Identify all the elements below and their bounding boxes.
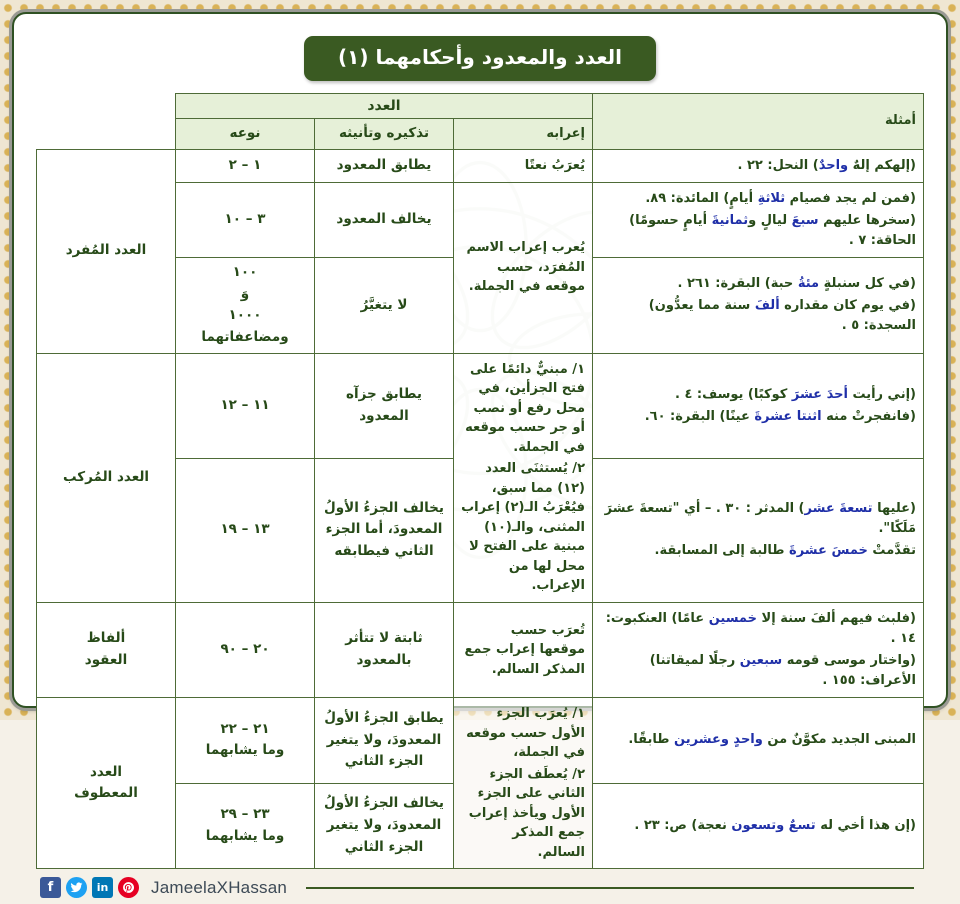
irab-line: يُعرب إعراب الاسم المُفرَد، حسب موقعه في الجملة. bbox=[466, 240, 585, 295]
type-line: ألفاظ bbox=[86, 630, 126, 647]
irab-line: ٢/ يُعطَف الجزء الثاني على الجزء الأول ويأخذ إعراب جمع المذكر السالم. bbox=[468, 766, 585, 860]
cell-number-range bbox=[176, 783, 315, 869]
cell-gender: ثابتة لا تتأثر بالمعدود bbox=[315, 602, 454, 698]
highlighted-number: ألفَ bbox=[754, 298, 780, 314]
cell-gender: يخالف الجزءُ الأولُ المعدودَ، ولا يتغير الجزء الثاني bbox=[315, 783, 454, 869]
example-line: (سخرها عليهم سبعَ ليالٍ وثمانيةَ أيامٍ حسومًا) الحاقة: ٧ . bbox=[629, 212, 916, 249]
example-line: (عليها تسعةَ عشر) المدثر : ٣٠ . – أي "تسعةَ عشرَ مَلَكًا". bbox=[604, 500, 916, 537]
irab-line: ١/ مبنيٌّ دائمًا على فتح الجزأين، في محل رفع أو نصب أو جر حسب موقعه في الجملة. bbox=[465, 361, 585, 455]
cell-examples bbox=[593, 353, 924, 458]
number-range-line: ٢٣ – ٢٩ bbox=[220, 806, 270, 823]
table-row bbox=[37, 149, 924, 182]
cell-number-range bbox=[176, 149, 315, 182]
linkedin-icon[interactable]: in bbox=[92, 877, 113, 898]
number-range-line: ٢١ – ٢٢ bbox=[220, 720, 270, 737]
page-frame bbox=[12, 12, 948, 897]
highlighted-number: تسعٌ وتسعون bbox=[731, 817, 816, 833]
example-line: (فلبث فيهم ألفَ سنة إلا خمسين عامًا) العنكبوت: ١٤ . bbox=[605, 610, 916, 646]
cell-irab bbox=[454, 353, 593, 602]
cell-examples bbox=[593, 458, 924, 602]
irab-line: ٢/ يُستثنَى العدد (١٢) مما سبق، فيُعْرَبُ الـ(٢) إعراب المثنى، والـ(١٠) مبنية على الفتح لا محل لها من الإعراب. bbox=[461, 461, 585, 594]
example-line: (فمن لم يجد فصيام ثلاثةِ أيامٍ) المائدة: ٨٩. bbox=[645, 190, 916, 206]
social-handle: JameelaXHassan bbox=[151, 877, 288, 897]
number-range-line: ١٠٠ bbox=[232, 264, 258, 281]
cell-examples bbox=[593, 698, 924, 784]
highlighted-number: أحدَ عشرَ bbox=[791, 386, 848, 402]
number-range-line: وما يشابهما bbox=[205, 742, 285, 759]
highlighted-number: ثمانيةَ bbox=[711, 212, 749, 228]
cell-irab bbox=[454, 182, 593, 353]
cell-type bbox=[37, 149, 176, 353]
header-gender: تذكيره وتأنيثه bbox=[315, 119, 454, 150]
footer bbox=[36, 869, 924, 904]
highlighted-number: تسعةَ عشر bbox=[804, 500, 873, 516]
table-body bbox=[37, 149, 924, 869]
page-title: العدد والمعدود وأحكامهما (١) bbox=[304, 36, 656, 81]
header-row-top bbox=[37, 94, 924, 119]
highlighted-number: سبعين bbox=[739, 652, 783, 668]
number-range-line: وَ bbox=[240, 285, 250, 302]
header-type: نوعه bbox=[176, 119, 315, 150]
cell-examples bbox=[593, 149, 924, 182]
number-range-line: ٣ – ١٠ bbox=[224, 211, 266, 228]
cell-type bbox=[37, 602, 176, 698]
number-range-line: ومضاعفاتهما bbox=[201, 328, 289, 345]
type-line: العدد bbox=[89, 763, 123, 780]
cell-examples bbox=[593, 182, 924, 257]
type-line: العدد المُفرد bbox=[65, 242, 147, 259]
highlighted-number: اثنتا عشرةَ bbox=[754, 408, 822, 424]
cell-gender: يطابق جزآه المعدود bbox=[315, 353, 454, 458]
cell-number-range bbox=[176, 258, 315, 353]
header-examples: أمثلة bbox=[593, 94, 924, 150]
table-row bbox=[37, 602, 924, 698]
example-line: (إن هذا أخي له تسعٌ وتسعون نعجة) ص: ٢٣ . bbox=[634, 817, 916, 833]
cell-examples bbox=[593, 602, 924, 698]
cell-examples bbox=[593, 258, 924, 353]
type-line: العقود bbox=[84, 651, 128, 668]
footer-rule bbox=[306, 887, 914, 889]
number-range-line: ١٠٠٠ bbox=[228, 307, 262, 324]
cell-number-range bbox=[176, 182, 315, 257]
cell-type bbox=[37, 353, 176, 602]
highlighted-number: مئةُ bbox=[797, 276, 820, 292]
cell-number-range bbox=[176, 353, 315, 458]
cell-irab bbox=[454, 602, 593, 698]
highlighted-number: سبعَ bbox=[791, 212, 819, 228]
table-row bbox=[37, 698, 924, 784]
example-line: (واختار موسى قومه سبعين رجلًا لميقاتنا) الأعراف: ١٥٥ . bbox=[649, 652, 916, 688]
cell-gender: يخالف الجزءُ الأولُ المعدودَ، أما الجزء الثاني فيطابقه bbox=[315, 458, 454, 602]
header-number-group: العدد bbox=[176, 94, 593, 119]
cell-number-range bbox=[176, 602, 315, 698]
irab-line: يُعرَبُ نعتًا bbox=[524, 157, 585, 173]
cell-number-range bbox=[176, 458, 315, 602]
type-line: العدد المُركب bbox=[62, 468, 150, 485]
example-line: (في كل سنبلةٍ مئةُ حبة) البقرة: ٢٦١ . bbox=[677, 276, 916, 292]
example-line: (إلهكم إلهٌ واحدٌ) النحل: ٢٢ . bbox=[737, 157, 916, 173]
number-range-line: ٢٠ – ٩٠ bbox=[220, 641, 270, 658]
table-row bbox=[37, 353, 924, 458]
highlighted-number: ثلاثةِ bbox=[757, 190, 786, 206]
highlighted-number: واحدٍ وعشرين bbox=[674, 732, 763, 748]
header-irab: إعرابه bbox=[454, 119, 593, 150]
highlighted-number: خمسَ عشرةَ bbox=[789, 543, 868, 559]
irab-line: تُعرَب حسب موقعها إعراب جمع المذكر السالم. bbox=[464, 622, 585, 677]
example-line: (فانفجرتْ منه اثنتا عشرةَ عينًا) البقرة: ٦٠. bbox=[644, 408, 916, 424]
number-range-line: ١ – ٢ bbox=[228, 156, 262, 173]
title-banner bbox=[36, 36, 924, 81]
cell-examples bbox=[593, 783, 924, 869]
cell-irab bbox=[454, 698, 593, 869]
cell-number-range bbox=[176, 698, 315, 784]
example-line: (في يوم كان مقداره ألفَ سنة مما يعدُّون) السجدة: ٥ . bbox=[648, 298, 916, 334]
cell-gender: لا يتغيَّرُ bbox=[315, 258, 454, 353]
example-line: (إني رأيت أحدَ عشرَ كوكبًا) يوسف: ٤ . bbox=[674, 386, 916, 402]
cell-gender: يطابق الجزءُ الأولُ المعدودَ، ولا يتغير الجزء الثاني bbox=[315, 698, 454, 784]
example-line: المبنى الجديد مكوَّنٌ من واحدٍ وعشرين طابقًا. bbox=[628, 732, 916, 748]
irab-line: ١/ يُعرَب الجزء الأول حسب موقعه في الجملة، bbox=[466, 706, 585, 761]
facebook-icon[interactable]: f bbox=[40, 877, 61, 898]
example-line: تقدَّمتْ خمسَ عشرةَ طالبة إلى المسابقة. bbox=[654, 543, 916, 559]
number-range-line: وما يشابهما bbox=[205, 827, 285, 844]
pinterest-icon[interactable] bbox=[118, 877, 139, 898]
twitter-icon[interactable] bbox=[66, 877, 87, 898]
type-line: المعطوف bbox=[74, 785, 138, 802]
number-range-line: ١٣ – ١٩ bbox=[220, 521, 270, 538]
cell-type bbox=[37, 698, 176, 869]
number-rules-table bbox=[36, 93, 924, 869]
number-range-line: ١١ – ١٢ bbox=[220, 396, 270, 413]
cell-irab bbox=[454, 149, 593, 182]
cell-gender: يطابق المعدود bbox=[315, 149, 454, 182]
table-head bbox=[37, 94, 924, 150]
cell-gender: يخالف المعدود bbox=[315, 182, 454, 257]
highlighted-number: خمسين bbox=[708, 610, 758, 626]
highlighted-number: واحدٌ bbox=[818, 157, 849, 173]
